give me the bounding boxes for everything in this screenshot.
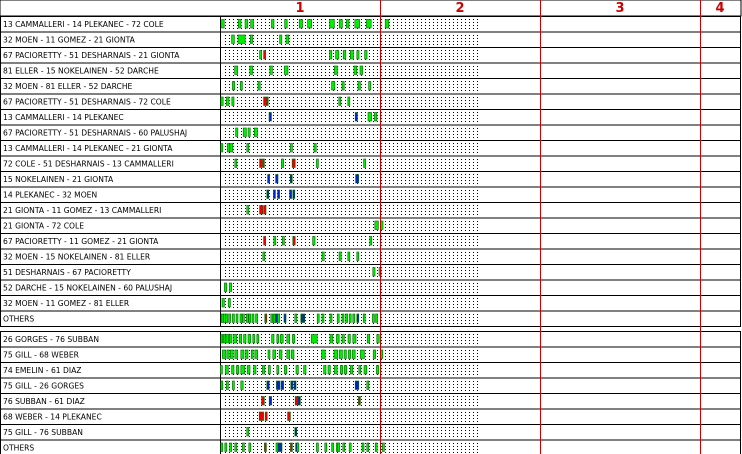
period-label: 3 — [615, 1, 625, 16]
shift-bar — [292, 159, 295, 168]
row-label: 67 PACIORETTY - 51 DESHARNAIS - 72 COLE — [3, 97, 171, 107]
shift-bar — [295, 314, 297, 323]
shift-bar — [303, 314, 305, 323]
shift-bar — [346, 20, 349, 29]
shift-bar — [330, 314, 332, 323]
row-label: 67 PACIORETTY - 51 DESHARNAIS - 60 PALUSHAJ — [3, 128, 188, 138]
shift-bar — [224, 314, 226, 323]
shift-bar — [344, 350, 346, 359]
shift-bar — [256, 314, 258, 323]
shift-bar — [346, 314, 348, 323]
row-label: 32 MOEN - 11 GOMEZ - 21 GIONTA — [3, 35, 135, 45]
shift-bar — [304, 366, 306, 375]
shift-bar — [229, 314, 231, 323]
shift-bar — [264, 443, 266, 452]
shift-bar — [336, 335, 339, 344]
shift-bar — [355, 113, 357, 122]
shift-bar — [227, 144, 229, 153]
shift-bar — [271, 20, 274, 29]
shift-bar — [235, 443, 237, 452]
shift-bar — [281, 159, 283, 168]
shift-bar — [280, 443, 282, 452]
shift-bar — [369, 82, 371, 91]
shift-bar — [290, 144, 292, 153]
shift-bar — [226, 381, 228, 390]
shift-bar — [241, 381, 243, 390]
shift-bar — [258, 82, 260, 91]
shift-bar — [342, 314, 344, 323]
shift-bar — [367, 335, 369, 344]
shift-bar — [348, 335, 350, 344]
shift-bar — [360, 66, 363, 75]
row-label: 75 GILL - 68 WEBER — [3, 350, 79, 360]
shift-bar — [268, 175, 270, 184]
shift-bar — [353, 314, 355, 323]
shift-bar — [240, 314, 242, 323]
shift-bar — [268, 350, 270, 359]
shift-bar — [274, 237, 276, 246]
shift-bar — [355, 381, 359, 390]
shift-bar — [242, 314, 244, 323]
shift-bar — [286, 35, 289, 44]
shift-bar — [343, 51, 346, 60]
shift-bar — [276, 175, 278, 184]
shift-bar — [252, 314, 254, 323]
shift-bar — [234, 335, 237, 344]
shift-bar — [247, 206, 249, 215]
shift-bar — [254, 366, 256, 375]
shift-bar — [221, 97, 223, 106]
shift-bar — [245, 20, 248, 29]
shift-bar — [240, 82, 242, 91]
shift-bar — [273, 190, 275, 199]
shift-bar — [244, 335, 246, 344]
shift-bar — [332, 82, 335, 91]
shift-bar — [317, 314, 319, 323]
row-label: 15 NOKELAINEN - 21 GIONTA — [3, 175, 114, 184]
shift-bar — [281, 381, 283, 390]
shift-bar — [249, 314, 251, 323]
shift-bar — [308, 20, 312, 29]
shift-bar — [232, 366, 234, 375]
row-label: 52 DARCHE - 15 NOKELAINEN - 60 PALUSHAJ — [3, 283, 173, 293]
shift-bar — [376, 314, 378, 323]
shift-bar — [288, 412, 291, 421]
row-label: 75 GILL - 76 SUBBAN — [3, 428, 83, 437]
shift-bar — [251, 350, 253, 359]
row-label: 75 GILL - 26 GORGES — [3, 381, 84, 391]
shift-bar — [358, 82, 360, 91]
row-label: 21 GIONTA - 72 COLE — [3, 221, 85, 231]
row-label: 81 ELLER - 15 NOKELAINEN - 52 DARCHE — [3, 66, 159, 76]
shift-bar — [238, 35, 245, 44]
shift-bar — [247, 144, 249, 153]
shift-bar — [254, 128, 257, 137]
forward-lines-panel — [0, 16, 741, 327]
defense-pairs-panel — [0, 331, 741, 454]
shift-bar — [348, 97, 350, 106]
row-label: 21 GIONTA - 11 GOMEZ - 13 CAMMALLERI — [3, 206, 162, 215]
shift-bar — [235, 350, 238, 359]
shift-bar — [285, 20, 288, 29]
shift-bar — [336, 51, 339, 60]
shift-bar — [284, 366, 286, 375]
shift-bar — [264, 51, 266, 60]
shift-bar — [354, 66, 357, 75]
shift-bar — [295, 397, 297, 406]
shift-bar — [334, 66, 337, 75]
shift-bar — [297, 443, 299, 452]
shift-bar — [314, 144, 316, 153]
shift-bar — [374, 113, 376, 122]
header-frame — [0, 0, 741, 16]
shift-bar — [236, 366, 238, 375]
shift-bar — [247, 428, 249, 437]
shift-bar — [330, 335, 333, 344]
shift-bar — [267, 190, 269, 199]
shift-bar — [248, 128, 250, 137]
shift-bar — [293, 237, 295, 246]
shift-bar — [232, 314, 234, 323]
defense-pair-frame — [1, 332, 741, 454]
shift-bar — [344, 366, 346, 375]
shift-bar — [282, 237, 284, 246]
shift-bar — [290, 175, 292, 184]
shift-bar — [226, 97, 229, 106]
shift-bar — [280, 35, 282, 44]
shift-bar — [221, 381, 223, 390]
shift-bar — [284, 66, 288, 75]
shift-bar — [352, 350, 355, 359]
shift-bar — [316, 159, 318, 168]
shift-bar — [253, 335, 255, 344]
shift-bar — [250, 66, 253, 75]
shift-bar — [241, 350, 244, 359]
shift-bar — [241, 366, 245, 375]
shift-bar — [377, 335, 379, 344]
shift-bar — [255, 350, 258, 359]
shift-bar — [298, 397, 300, 406]
shift-bar — [232, 97, 234, 106]
shift-bar — [339, 97, 341, 106]
period-label: 2 — [455, 1, 465, 16]
shift-bar — [264, 206, 266, 215]
shift-bar — [370, 237, 372, 246]
shift-bar — [235, 66, 238, 75]
shift-bar — [376, 366, 378, 375]
shift-bar — [230, 443, 232, 452]
shift-bar — [343, 443, 345, 452]
shift-bar — [272, 335, 274, 344]
shift-bar — [375, 443, 377, 452]
shift-bar — [270, 66, 273, 75]
shift-bar — [342, 82, 344, 91]
shift-bar — [229, 283, 231, 292]
period-label: 4 — [715, 1, 725, 16]
shift-bar — [259, 412, 263, 421]
shift-bar — [250, 35, 252, 44]
shift-bar — [381, 221, 383, 230]
shift-bar — [357, 252, 359, 261]
row-label: 68 WEBER - 14 PLEKANEC — [3, 412, 102, 422]
shift-bar — [273, 350, 276, 359]
shift-bar — [368, 113, 372, 122]
shift-bar — [277, 366, 279, 375]
shift-bar — [385, 20, 389, 29]
shift-bar — [260, 206, 263, 215]
shift-bar — [366, 20, 371, 29]
shift-bar — [373, 350, 375, 359]
shift-bar — [367, 381, 369, 390]
shift-bar — [221, 144, 223, 153]
row-label: 26 GORGES - 76 SUBBAN — [3, 335, 100, 344]
shift-bar — [364, 366, 367, 375]
shift-bar — [222, 299, 224, 308]
shift-bar — [279, 350, 282, 359]
shift-bar — [353, 335, 356, 344]
shift-bar — [342, 335, 344, 344]
shift-bar — [322, 350, 326, 359]
shift-bar — [287, 350, 290, 359]
row-label: 67 PACIORETTY - 11 GOMEZ - 21 GIONTA — [3, 237, 159, 246]
shift-bar — [269, 113, 271, 122]
shift-bar — [375, 221, 379, 230]
shift-bar — [360, 350, 364, 359]
shift-bar — [225, 366, 228, 375]
shift-bar — [295, 428, 297, 437]
shift-bar — [260, 159, 262, 168]
shift-bar — [228, 299, 230, 308]
shift-bar — [328, 366, 330, 375]
shift-bar — [284, 314, 286, 323]
shift-bar — [322, 314, 324, 323]
shift-bar — [332, 443, 334, 452]
shift-bar — [247, 366, 250, 375]
shift-bar — [293, 190, 295, 199]
row-label: 13 CAMMALLERI - 14 PLEKANEC - 21 GIONTA — [3, 144, 173, 153]
shift-bar — [355, 20, 360, 29]
shift-bar — [227, 350, 229, 359]
shift-bar — [249, 443, 251, 452]
shift-bar — [324, 366, 326, 375]
shift-bar — [222, 20, 225, 29]
shift-bar — [235, 159, 237, 168]
shift-bar — [350, 51, 353, 60]
shift-bar — [260, 51, 262, 60]
shift-bar — [330, 20, 335, 29]
shift-bar — [334, 366, 337, 375]
shift-bar — [278, 190, 280, 199]
shift-bar — [364, 159, 366, 168]
shift-bar — [316, 443, 318, 452]
shift-bar — [221, 314, 223, 323]
row-label: 13 CAMMALLERI - 14 PLEKANEC — [3, 113, 124, 122]
shift-bar — [267, 381, 269, 390]
shift-bar — [296, 366, 298, 375]
shift-bar — [266, 97, 268, 106]
shift-bar — [358, 397, 360, 406]
shift-bar — [313, 237, 315, 246]
shift-bar — [248, 335, 251, 344]
row-label: 76 SUBBAN - 61 DIAZ — [3, 397, 85, 406]
shift-bar — [348, 350, 350, 359]
row-label: OTHERS — [3, 443, 35, 453]
shift-bar — [223, 335, 225, 344]
shift-bar — [291, 350, 294, 359]
shift-bar — [242, 443, 244, 452]
shift-bar — [239, 335, 241, 344]
shift-bar — [230, 144, 233, 153]
shift-bar — [221, 335, 223, 344]
shift-bar — [263, 252, 265, 261]
shift-bar — [275, 314, 277, 323]
shift-bar — [251, 20, 254, 29]
shift-bar — [220, 366, 222, 375]
shift-bar — [325, 443, 327, 452]
shift-bar — [290, 443, 292, 452]
row-label: OTHERS — [3, 314, 35, 324]
shift-bar — [236, 128, 238, 137]
shift-bar — [339, 252, 341, 261]
shift-bar — [291, 381, 293, 390]
shift-bar — [334, 350, 338, 359]
shift-bar — [265, 412, 267, 421]
shift-bar — [232, 35, 235, 44]
shift-bar — [222, 350, 225, 359]
row-label: 51 DESHARNAIS - 67 PACIORETTY — [3, 268, 131, 277]
shift-bar — [299, 20, 302, 29]
shift-bar — [349, 314, 351, 323]
shift-bar — [367, 443, 369, 452]
row-label: 74 EMELIN - 61 DIAZ — [3, 366, 82, 375]
shift-bar — [262, 397, 265, 406]
row-label: 32 MOEN - 15 NOKELAINEN - 81 ELLER — [3, 252, 151, 262]
shift-bar — [230, 350, 233, 359]
shift-bar — [339, 20, 342, 29]
shift-bar — [277, 335, 279, 344]
shift-bar — [221, 443, 223, 452]
shift-bar — [264, 237, 266, 246]
period-label: 1 — [295, 1, 305, 16]
shift-bar — [373, 268, 375, 277]
shift-bar — [292, 335, 294, 344]
shift-bar — [262, 159, 264, 168]
shift-bar — [348, 252, 350, 261]
row-label: 32 MOEN - 11 GOMEZ - 81 ELLER — [3, 299, 130, 308]
shift-bar — [276, 381, 280, 390]
shift-bar — [257, 335, 259, 344]
shift-bar — [246, 350, 248, 359]
shift-bar — [238, 20, 241, 29]
shift-bar — [350, 366, 352, 375]
shift-bar — [330, 51, 332, 60]
shift-bar — [246, 314, 248, 323]
period-header — [0, 0, 741, 16]
shift-bar — [356, 175, 359, 184]
row-label: 32 MOEN - 81 ELLER - 52 DARCHE — [3, 82, 133, 91]
shift-bar — [271, 314, 273, 323]
row-label: 67 PACIORETTY - 51 DESHARNAIS - 21 GIONTA — [3, 51, 180, 60]
shift-bar — [322, 252, 324, 261]
shift-bar — [280, 335, 283, 344]
shift-bar — [229, 335, 232, 344]
shift-bar — [372, 314, 374, 323]
shift-bar — [269, 397, 271, 406]
shift-bar — [265, 314, 267, 323]
shift-bar — [294, 381, 296, 390]
shift-bar — [236, 314, 238, 323]
shift-bar — [338, 443, 340, 452]
shift-bar — [268, 366, 270, 375]
shift-bar — [243, 128, 246, 137]
shift-bar — [359, 366, 361, 375]
shift-bar — [339, 350, 342, 359]
shift-bar — [287, 335, 290, 344]
shift-bar — [232, 82, 234, 91]
shift-bar — [264, 97, 266, 106]
row-label: 13 CAMMALLERI - 14 PLEKANEC - 72 COLE — [3, 20, 164, 29]
shift-bar — [362, 443, 364, 452]
shift-bar — [365, 51, 367, 60]
shift-bar — [225, 443, 227, 452]
shift-bar — [337, 314, 339, 323]
shift-bar — [363, 314, 365, 323]
shift-bar — [226, 335, 229, 344]
shift-bar — [224, 283, 226, 292]
shift-bar — [290, 190, 292, 199]
shift-bar — [357, 51, 359, 60]
shift-bar — [232, 381, 234, 390]
shift-bar — [262, 366, 264, 375]
shift-bar — [340, 366, 342, 375]
shift-bar — [382, 443, 384, 452]
shift-bar — [226, 314, 228, 323]
shift-bar — [278, 314, 280, 323]
shift-bar — [357, 314, 359, 323]
shift-bar — [381, 350, 383, 359]
row-label: 14 PLEKANEC - 32 MOEN — [3, 190, 98, 200]
row-label: 72 COLE - 51 DESHARNAIS - 13 CAMMALLERI — [3, 159, 174, 169]
shift-bar — [349, 443, 351, 452]
shift-bar — [311, 335, 317, 344]
